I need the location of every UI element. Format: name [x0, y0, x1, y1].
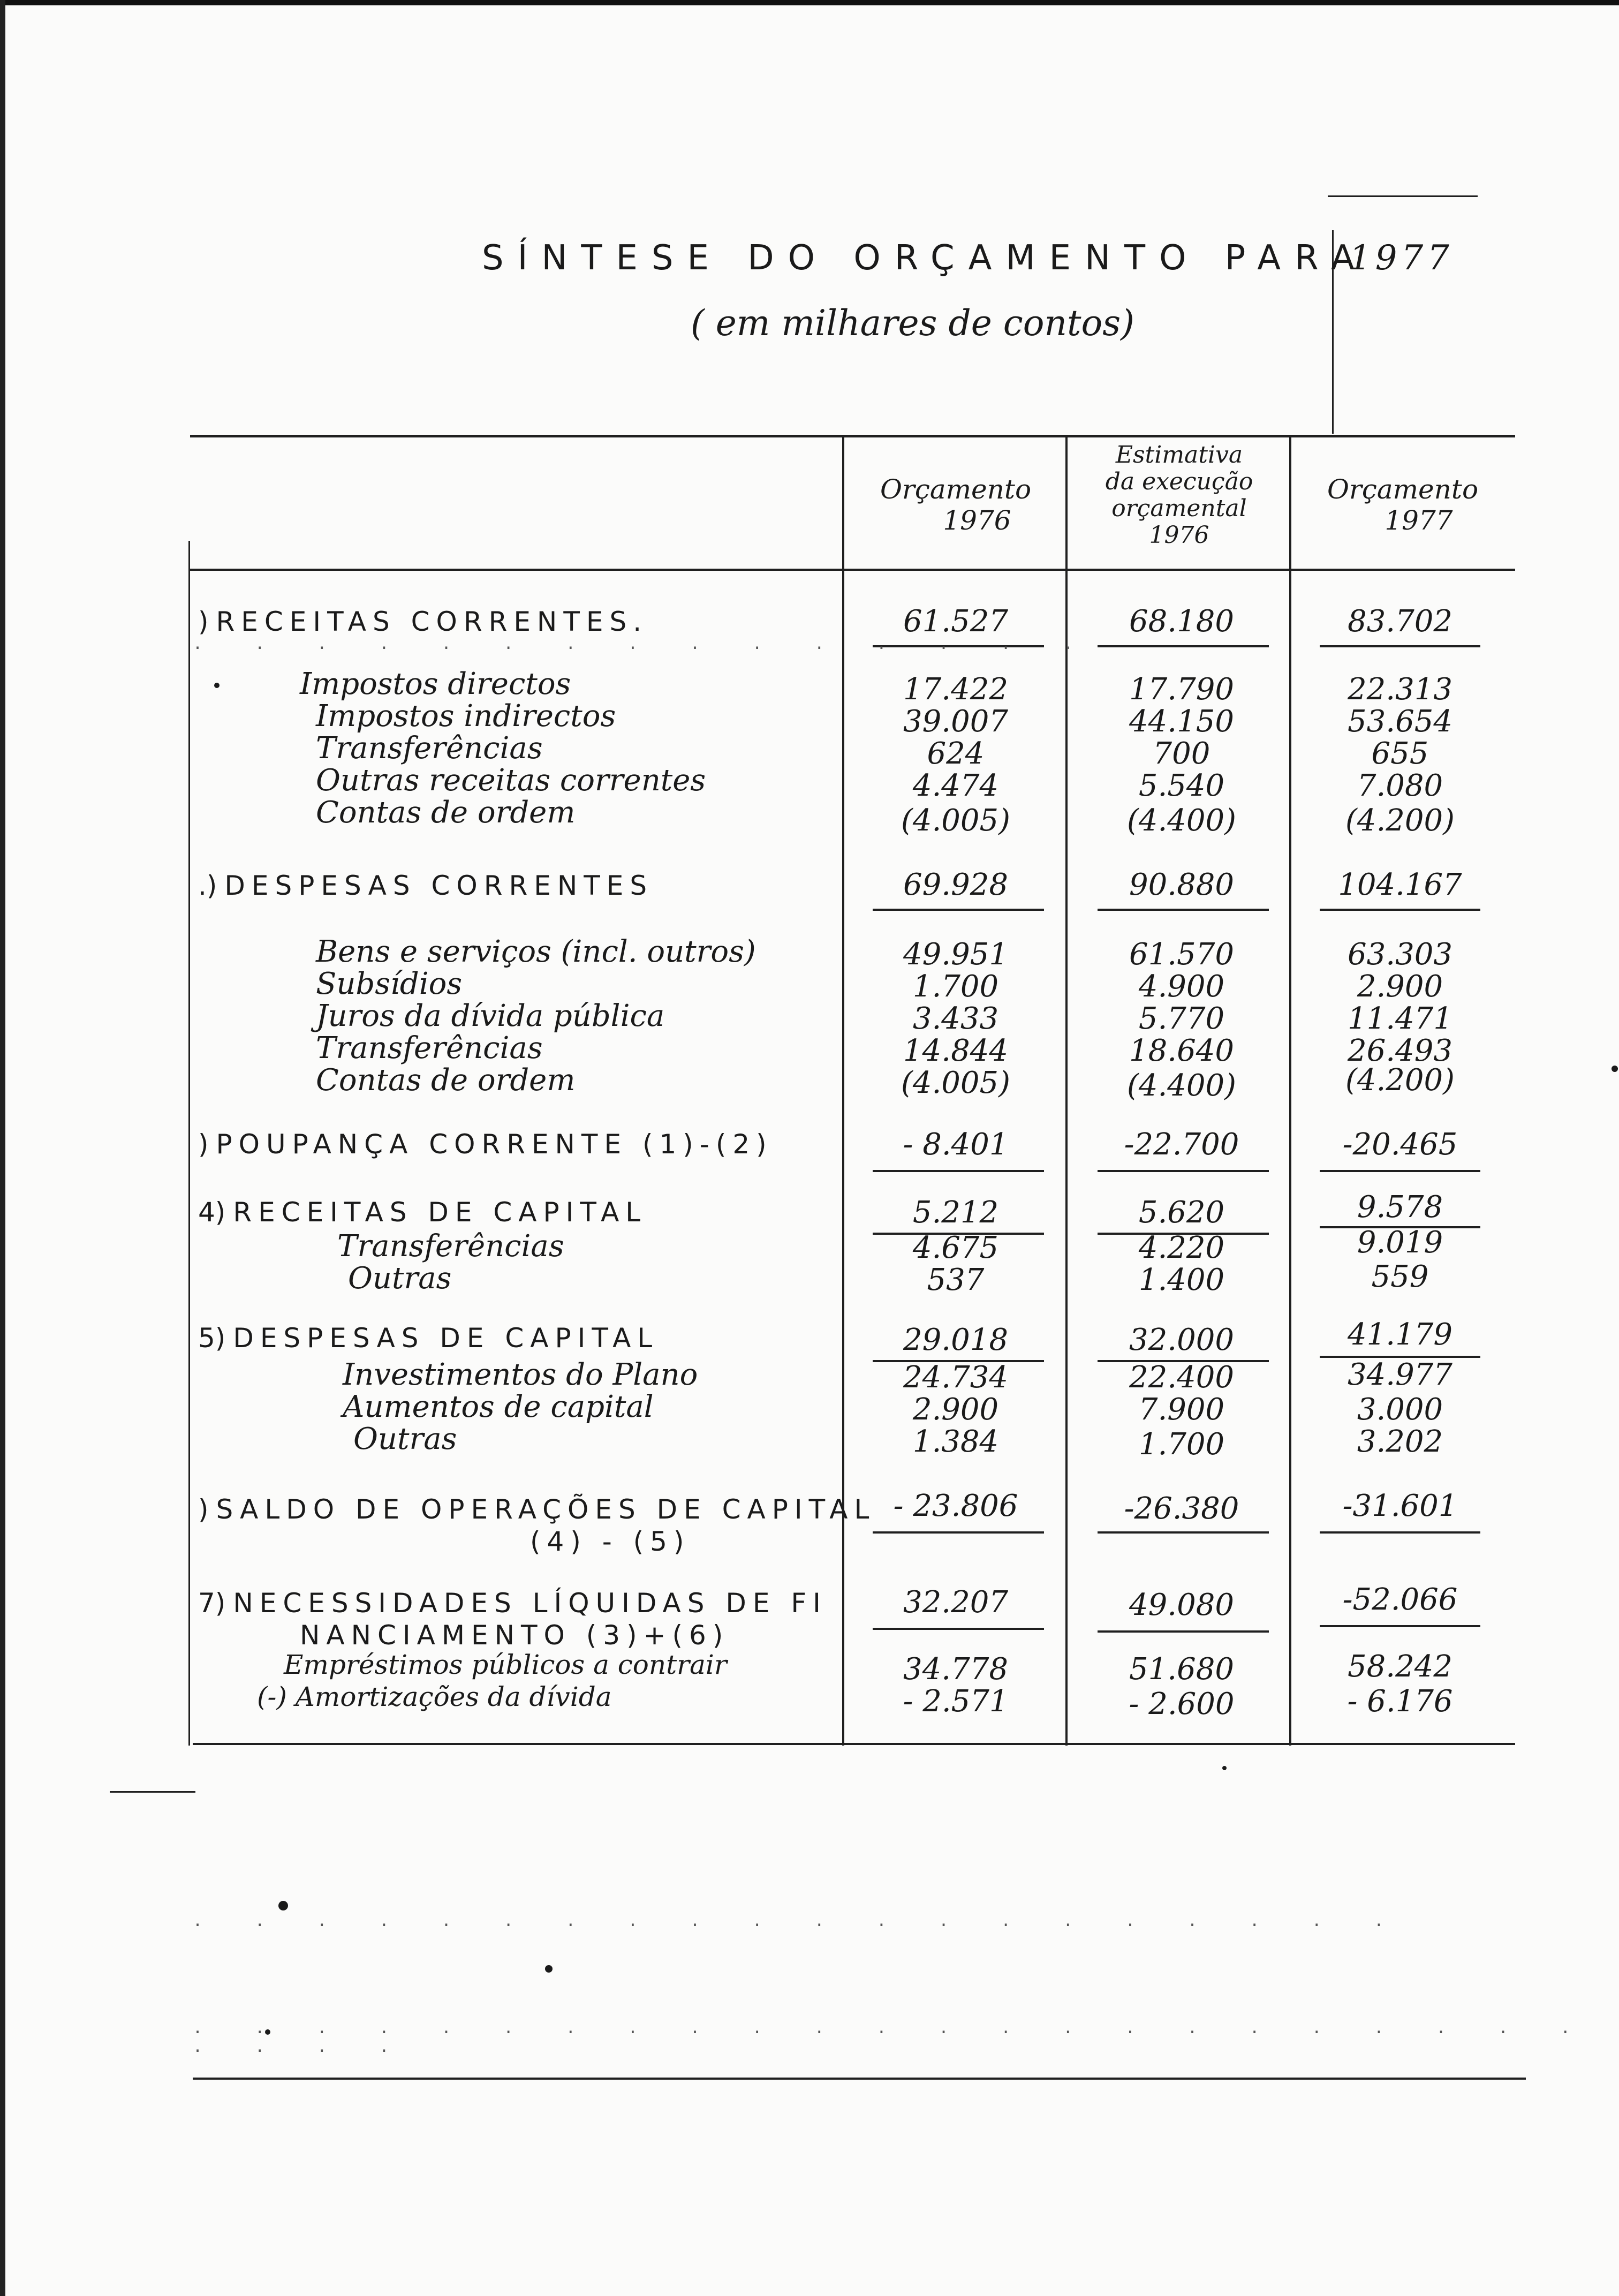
underline [1098, 1531, 1269, 1534]
section-saldo-operacoes-capital-label [198, 1494, 875, 1525]
column-header-line: da execução [1105, 468, 1253, 495]
margin-rule-left [110, 1791, 195, 1793]
section-number: .) [198, 870, 217, 901]
item-value: 3.202 [1357, 1424, 1443, 1459]
table-header-rule [190, 569, 1515, 571]
section-receitas-correntes-label [198, 606, 648, 637]
section-saldo-operacoes-capital-value-1976: - 23.806 [893, 1489, 1018, 1523]
item-label: Outras receitas correntes [316, 763, 706, 798]
table-bottom-rule [193, 1743, 1515, 1745]
item-value: 18.640 [1129, 1033, 1234, 1068]
scan-noise: . . . . . . . . . . . . . . . . . . . . [193, 1912, 1405, 1930]
column-header-line: orçamental [1111, 495, 1247, 522]
item-label: Impostos directos [300, 667, 571, 701]
item-value: (4.400) [1126, 803, 1236, 838]
item-value: 14.844 [903, 1033, 1008, 1068]
scan-noise: . . . . . . . . . . . . . . . [193, 635, 1094, 653]
item-value: 3.000 [1357, 1392, 1443, 1427]
item-value: 51.680 [1129, 1652, 1234, 1687]
scan-dot [214, 683, 220, 688]
underline [1098, 1630, 1269, 1633]
section-receitas-correntes-value-est-1976: 68.180 [1129, 604, 1234, 639]
item-label: Transferências [337, 1229, 564, 1264]
column-header-year: 1976 [943, 505, 1011, 536]
section-receitas-correntes-value-1976: 61.527 [903, 604, 1008, 639]
section-poupanca-corrente-value-1977: -20.465 [1342, 1127, 1458, 1162]
section-despesas-correntes-value-1976: 69.928 [903, 867, 1008, 902]
scan-noise: . . . . . . . . . . . . . . . . . . . . . . . . . . . [193, 2019, 1592, 2056]
section-necessidades-financiamento-value-1977: -52.066 [1342, 1582, 1458, 1617]
section-despesas-correntes-value-1977: 104.167 [1338, 867, 1462, 902]
section-title: RECEITAS DE CAPITAL [233, 1197, 647, 1228]
column-header-line: Estimativa [1115, 441, 1243, 469]
section-title: NECESSIDADES LÍQUIDAS DE FI [233, 1588, 827, 1619]
scan-dot [1222, 1766, 1227, 1770]
section-title: POUPANÇA CORRENTE (1)-(2) [216, 1129, 773, 1160]
section-receitas-capital-label [198, 1197, 647, 1228]
table-top-rule [190, 435, 1515, 437]
top-right-rule [1328, 195, 1478, 197]
section-receitas-capital-value-1977: 9.578 [1357, 1190, 1443, 1225]
section-despesas-capital-value-est-1976: 32.000 [1129, 1323, 1234, 1357]
section-title: RECEITAS CORRENTES. [216, 606, 648, 637]
section-saldo-operacoes-capital-formula: (4) - (5) [530, 1526, 691, 1557]
item-label: Empréstimos públicos a contrair [284, 1649, 727, 1680]
item-value: - 2.571 [903, 1684, 1009, 1719]
document-subtitle: ( em milhares de contos) [691, 303, 1134, 344]
section-saldo-operacoes-capital-value-1977: -31.601 [1342, 1489, 1458, 1523]
item-label: Investimentos do Plano [343, 1357, 698, 1392]
column-divider-2 [1065, 436, 1068, 1746]
item-value: 655 [1371, 736, 1429, 771]
item-value: 1.400 [1138, 1263, 1225, 1297]
section-number: ) [198, 1129, 209, 1160]
page-border-left [0, 0, 5, 2296]
item-value: 4.474 [912, 768, 999, 803]
item-value: 2.900 [912, 1392, 999, 1427]
item-value: 53.654 [1348, 704, 1452, 739]
section-despesas-capital-value-1976: 29.018 [903, 1323, 1008, 1357]
section-receitas-capital-value-1976: 5.212 [912, 1195, 999, 1230]
column-divider-3 [1289, 436, 1291, 1746]
item-value: (4.200) [1345, 803, 1455, 838]
bottom-rule [193, 2078, 1526, 2080]
underline [1098, 1170, 1269, 1172]
item-value: 700 [1153, 736, 1211, 771]
underline [1320, 1170, 1480, 1172]
item-label: Impostos indirectos [316, 699, 616, 734]
section-necessidades-financiamento-label-cont: NANCIAMENTO (3)+(6) [300, 1620, 730, 1651]
item-label: Aumentos de capital [343, 1389, 654, 1424]
section-number: 4) [198, 1197, 226, 1228]
column-header-line: Orçamento [1327, 474, 1479, 505]
item-value: 58.242 [1348, 1649, 1452, 1684]
item-value: 1.384 [912, 1424, 999, 1459]
document-title: SÍNTESE DO ORÇAMENTO PARA [482, 238, 1368, 278]
section-necessidades-financiamento-value-1976: 32.207 [903, 1585, 1008, 1620]
underline [1098, 645, 1269, 647]
item-value: 4.220 [1138, 1230, 1225, 1265]
item-value: 34.977 [1348, 1357, 1452, 1392]
item-value: 1.700 [912, 969, 999, 1004]
item-label: (-) Amortizações da dívida [257, 1681, 612, 1712]
underline [1098, 909, 1269, 911]
item-label: Contas de ordem [316, 795, 576, 830]
item-value: 24.734 [903, 1360, 1008, 1395]
item-value: - 6.176 [1347, 1684, 1453, 1719]
item-value: 9.019 [1357, 1225, 1443, 1260]
section-number: ) [198, 1494, 209, 1525]
item-label: Subsídios [316, 966, 463, 1001]
item-label: Transferências [316, 1031, 543, 1066]
item-value: 3.433 [912, 1001, 999, 1036]
column-divider-1 [842, 436, 844, 1746]
item-value: 624 [927, 736, 985, 771]
item-value: 44.150 [1129, 704, 1234, 739]
item-value: (4.200) [1345, 1063, 1455, 1098]
item-value: 5.540 [1138, 768, 1225, 803]
underline [1320, 645, 1480, 647]
item-label: Transferências [316, 731, 543, 766]
scan-dot [1612, 1066, 1618, 1072]
section-despesas-capital-value-1977: 41.179 [1348, 1317, 1452, 1352]
section-number: 7) [198, 1588, 226, 1619]
item-value: 4.675 [912, 1230, 999, 1265]
item-value: 537 [927, 1263, 985, 1297]
item-value: 39.007 [903, 704, 1008, 739]
section-poupanca-corrente-label [198, 1129, 773, 1160]
section-despesas-correntes-label [198, 870, 653, 901]
item-value: 34.778 [903, 1652, 1008, 1687]
item-value: 26.493 [1348, 1033, 1452, 1068]
item-value: 22.400 [1129, 1360, 1234, 1395]
item-value: 61.570 [1129, 937, 1234, 972]
section-receitas-capital-value-est-1976: 5.620 [1138, 1195, 1225, 1230]
item-label: Outras [348, 1261, 452, 1296]
item-value: - 2.600 [1129, 1687, 1235, 1721]
section-receitas-correntes-value-1977: 83.702 [1348, 604, 1452, 639]
item-label: Outras [353, 1422, 457, 1456]
underline [873, 1628, 1044, 1630]
item-value: 5.770 [1138, 1001, 1225, 1036]
underline [1320, 1531, 1480, 1534]
scan-dot [278, 1901, 288, 1910]
section-poupanca-corrente-value-est-1976: -22.700 [1124, 1127, 1239, 1162]
item-value: 17.422 [903, 672, 1008, 707]
item-value: 2.900 [1357, 969, 1443, 1004]
section-necessidades-financiamento-value-est-1976: 49.080 [1129, 1588, 1234, 1622]
item-label: Contas de ordem [316, 1063, 576, 1098]
column-header-estimativa-1976 [1071, 442, 1288, 549]
item-value: 22.313 [1348, 672, 1452, 707]
item-value: 7.900 [1138, 1392, 1225, 1427]
section-number: ) [198, 606, 209, 637]
item-value: 17.790 [1129, 672, 1234, 707]
section-necessidades-financiamento-label [198, 1588, 827, 1619]
item-value: (4.005) [901, 803, 1010, 838]
item-value: (4.400) [1126, 1068, 1236, 1103]
document-title-year: 1977 [1349, 238, 1454, 278]
section-number: 5) [198, 1323, 226, 1354]
underline [1320, 1625, 1480, 1627]
scan-dot [545, 1965, 553, 1973]
column-header-year: 1976 [1149, 522, 1209, 549]
column-header-year: 1977 [1385, 505, 1453, 536]
underline [873, 1170, 1044, 1172]
item-value: 7.080 [1357, 768, 1443, 803]
section-poupanca-corrente-value-1976: - 8.401 [903, 1127, 1009, 1162]
item-value: 1.700 [1138, 1427, 1225, 1462]
section-saldo-operacoes-capital-value-est-1976: -26.380 [1124, 1491, 1239, 1526]
item-value: (4.005) [901, 1066, 1010, 1100]
item-value: 11.471 [1348, 1001, 1452, 1036]
column-header-line: Orçamento [880, 474, 1032, 505]
column-header-orcamento-1977 [1293, 474, 1512, 536]
item-value: 4.900 [1138, 969, 1225, 1004]
item-value: 63.303 [1348, 937, 1452, 972]
table-left-border [188, 541, 190, 1746]
section-despesas-capital-label [198, 1323, 659, 1354]
underline [873, 909, 1044, 911]
section-despesas-correntes-value-est-1976: 90.880 [1129, 867, 1234, 902]
section-title: DESPESAS CORRENTES [224, 870, 654, 901]
item-label: Bens e serviços (incl. outros) [316, 934, 756, 969]
item-value: 559 [1371, 1259, 1429, 1294]
underline [1320, 909, 1480, 911]
underline [873, 1531, 1044, 1534]
column-header-orcamento-1976 [851, 474, 1060, 536]
section-title: SALDO DE OPERAÇÕES DE CAPITAL [216, 1494, 876, 1525]
item-value: 49.951 [903, 937, 1008, 972]
section-title: DESPESAS DE CAPITAL [233, 1323, 659, 1354]
page-border-top [0, 0, 1619, 5]
item-label: Juros da dívida pública [316, 999, 665, 1033]
